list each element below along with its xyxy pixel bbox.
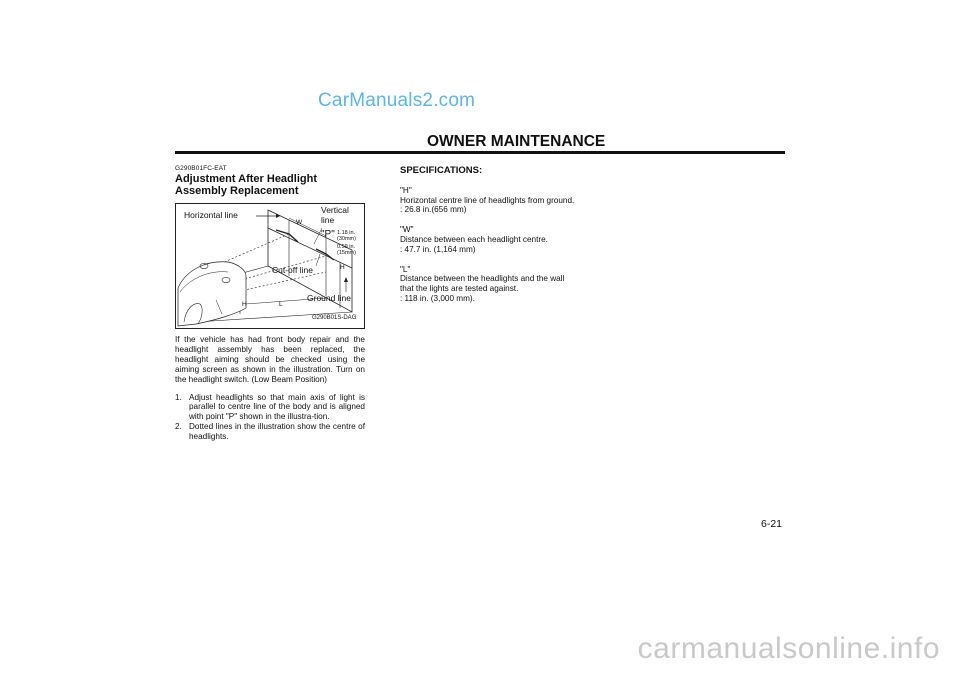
label-vertical-line-2: line xyxy=(321,215,335,225)
figure-code: G290B01S-DAG xyxy=(312,315,357,321)
spec-key: "L" xyxy=(400,264,411,274)
specifications-heading: SPECIFICATIONS: xyxy=(400,165,483,176)
spec-item-w xyxy=(400,225,576,254)
aiming-diagram-svg xyxy=(176,204,364,328)
list-item xyxy=(175,393,365,423)
spec-value: : 47.7 in. (1,164 mm) xyxy=(400,244,476,254)
spec-value: : 118 in. (3,000 mm). xyxy=(400,293,475,303)
page-header-title: OWNER MAINTENANCE xyxy=(427,133,606,150)
label-measure2-b: (15mm) xyxy=(337,250,356,256)
steps-list xyxy=(175,393,365,443)
left-column xyxy=(175,165,365,442)
label-measure2-a: 0.59 in. xyxy=(337,244,356,250)
step-number: 2. xyxy=(175,422,182,432)
intro-paragraph: If the vehicle has had front body repair and the headlight assembly has been replaced, the headlight aiming should be checked using the aiming screen as shown in the illustration. Turn on the headlight switch. (Low Beam Position) xyxy=(175,335,365,384)
header-rule xyxy=(175,151,785,154)
spec-description: Horizontal centre line of headlights from ground. xyxy=(400,195,575,205)
label-measure1-b: (30mm) xyxy=(337,236,356,242)
step-number: 1. xyxy=(175,392,182,402)
label-vertical-line-1: Vertical xyxy=(321,205,349,215)
list-item xyxy=(175,422,365,442)
spec-value: : 26.8 in.(656 mm) xyxy=(400,205,467,215)
label-measure1-a: 1.18 in. xyxy=(337,230,356,236)
spec-description: Distance between the headlights and the wall that the lights are tested against. xyxy=(400,274,565,294)
label-h-left: H xyxy=(242,301,247,308)
section-title: Adjustment After Headlight Assembly Replacement xyxy=(175,173,317,197)
step-text: Adjust headlights so that main axis of light is parallel to centre line of the body and is aligned with point "P" shown in the illustra-tion. xyxy=(189,392,365,422)
label-horizontal-line: Horizontal line xyxy=(184,210,238,220)
spec-key: "W" xyxy=(400,225,414,235)
page-number: 6-21 xyxy=(760,518,782,530)
watermark-top: CarManuals2.com xyxy=(318,90,476,111)
label-point-p: "P" xyxy=(321,229,335,240)
headlight-aiming-illustration xyxy=(175,203,365,329)
spec-item-l xyxy=(400,265,576,304)
spec-description: Distance between each headlight centre. xyxy=(400,234,548,244)
label-cutoff-line: Cut-off line xyxy=(272,265,313,275)
step-text: Dotted lines in the illustration show the centre of headlights. xyxy=(189,422,365,442)
label-ground-line: Ground line xyxy=(307,293,351,303)
label-l: L xyxy=(279,301,283,308)
watermark-bottom: carmanualsonline.info xyxy=(637,632,940,665)
label-h-right: H xyxy=(340,264,345,271)
label-w: W xyxy=(296,219,303,226)
specifications-column xyxy=(400,166,576,314)
spec-item-h xyxy=(400,186,576,215)
spec-key: "H" xyxy=(400,185,412,195)
section-code: G290B01FC-EAT xyxy=(175,165,227,172)
